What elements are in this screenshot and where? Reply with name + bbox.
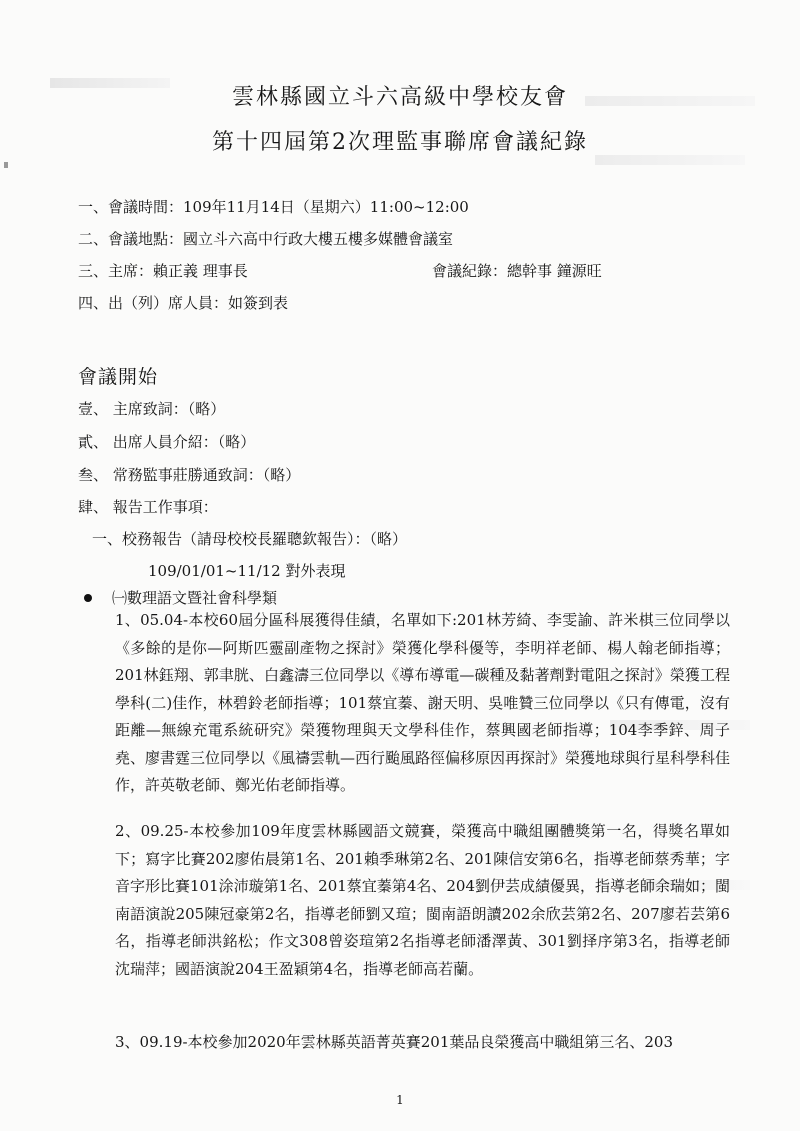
report-item-2: 2、09.25-本校參加109年度雲林縣國語文競賽，榮獲高中職組團體獎第一名，得獎名單如下；寫字比賽202廖佑晨第1名、201賴季琳第2名、201陳信安第6名，指導老師蔡秀華；字音字形比賽101涂沛璇第1名、201蔡宜蓁第4名、204劉伊芸成績優異，指導老師余瑞如；閩南語演說205陳冠豪第2名，指導老師劉又瑄；閩南語朗讀202余欣芸第2名、207廖若芸第6名，指導老師洪銘松；作文308曾姿瑄第2名指導老師潘澤黃、301劉择序第3名，指導老師沈瑞萍；國語演說204王盈穎第4名，指導老師高若蘭。	[115, 822, 730, 978]
bullet-icon	[84, 594, 92, 602]
report-period: 109/01/01~11/12 對外表現	[148, 562, 346, 580]
agenda-item-2: 貳、 出席人員介紹：（略）	[78, 433, 256, 451]
report-item-3: 3、09.19-本校參加2020年雲林縣英語菁英賽201葉品良榮獲高中職組第三名、203	[115, 1033, 673, 1051]
meeting-start-heading: 會議開始	[78, 366, 159, 388]
scan-artifact	[4, 162, 8, 168]
agenda-item-4: 肆、 報告工作事項：	[78, 498, 218, 516]
meeting-attendees: 四、出（列）席人員：如簽到表	[78, 294, 289, 312]
school-report: 一、校務報告（請母校校長羅聰欽報告）：（略）	[92, 530, 408, 548]
category-heading: ㈠數理語文暨社會科學類	[112, 589, 278, 607]
report-item-1: 1、05.04-本校60屆分區科展獲得佳績，名單如下:201林芳綺、李雯諭、許米棋三位同學以《多餘的是你—阿斯匹靈副產物之探討》榮獲化學科優等，李明祥老師、楊人翰老師指導；201林鈺翔、郭聿胱、白鑫濤三位同學以《導布導電—碳種及黏著劑對電阻之探討》榮獲工程學科(二)佳作，林碧鈴老師指導；101蔡宜蓁、謝天明、吳唯贊三位同學以《只有傳電，沒有距離—無線充電系統研究》榮獲物理與天文學科佳作，蔡興國老師指導；104李季鋅、周子堯、廖書霆三位同學以《風禱雲軌—西行颱風路徑偏移原因再探討》榮獲地球與行星科學科佳作，許英敬老師、鄭光佑老師指導。	[115, 611, 731, 794]
page-number: 1	[396, 1093, 404, 1107]
meeting-recorder: 會議紀錄：總幹事 鐘源旺	[432, 262, 602, 280]
agenda-item-3: 叁、 常務監事莊勝通致詞：（略）	[78, 466, 301, 484]
document-title-line2: 第十四屆第2次理監事聯席會議紀錄	[212, 130, 588, 155]
document-title-line1: 雲林縣國立斗六高級中學校友會	[231, 85, 568, 110]
meeting-place: 二、會議地點：國立斗六高中行政大樓五樓多媒體會議室	[78, 230, 454, 248]
agenda-item-1: 壹、 主席致詞：（略）	[78, 400, 226, 418]
meeting-time: 一、會議時間：109年11月14日（星期六）11:00~12:00	[78, 198, 469, 216]
meeting-chair: 三、主席：賴正義 理事長	[78, 262, 248, 280]
bleed-through-mark	[595, 155, 745, 165]
